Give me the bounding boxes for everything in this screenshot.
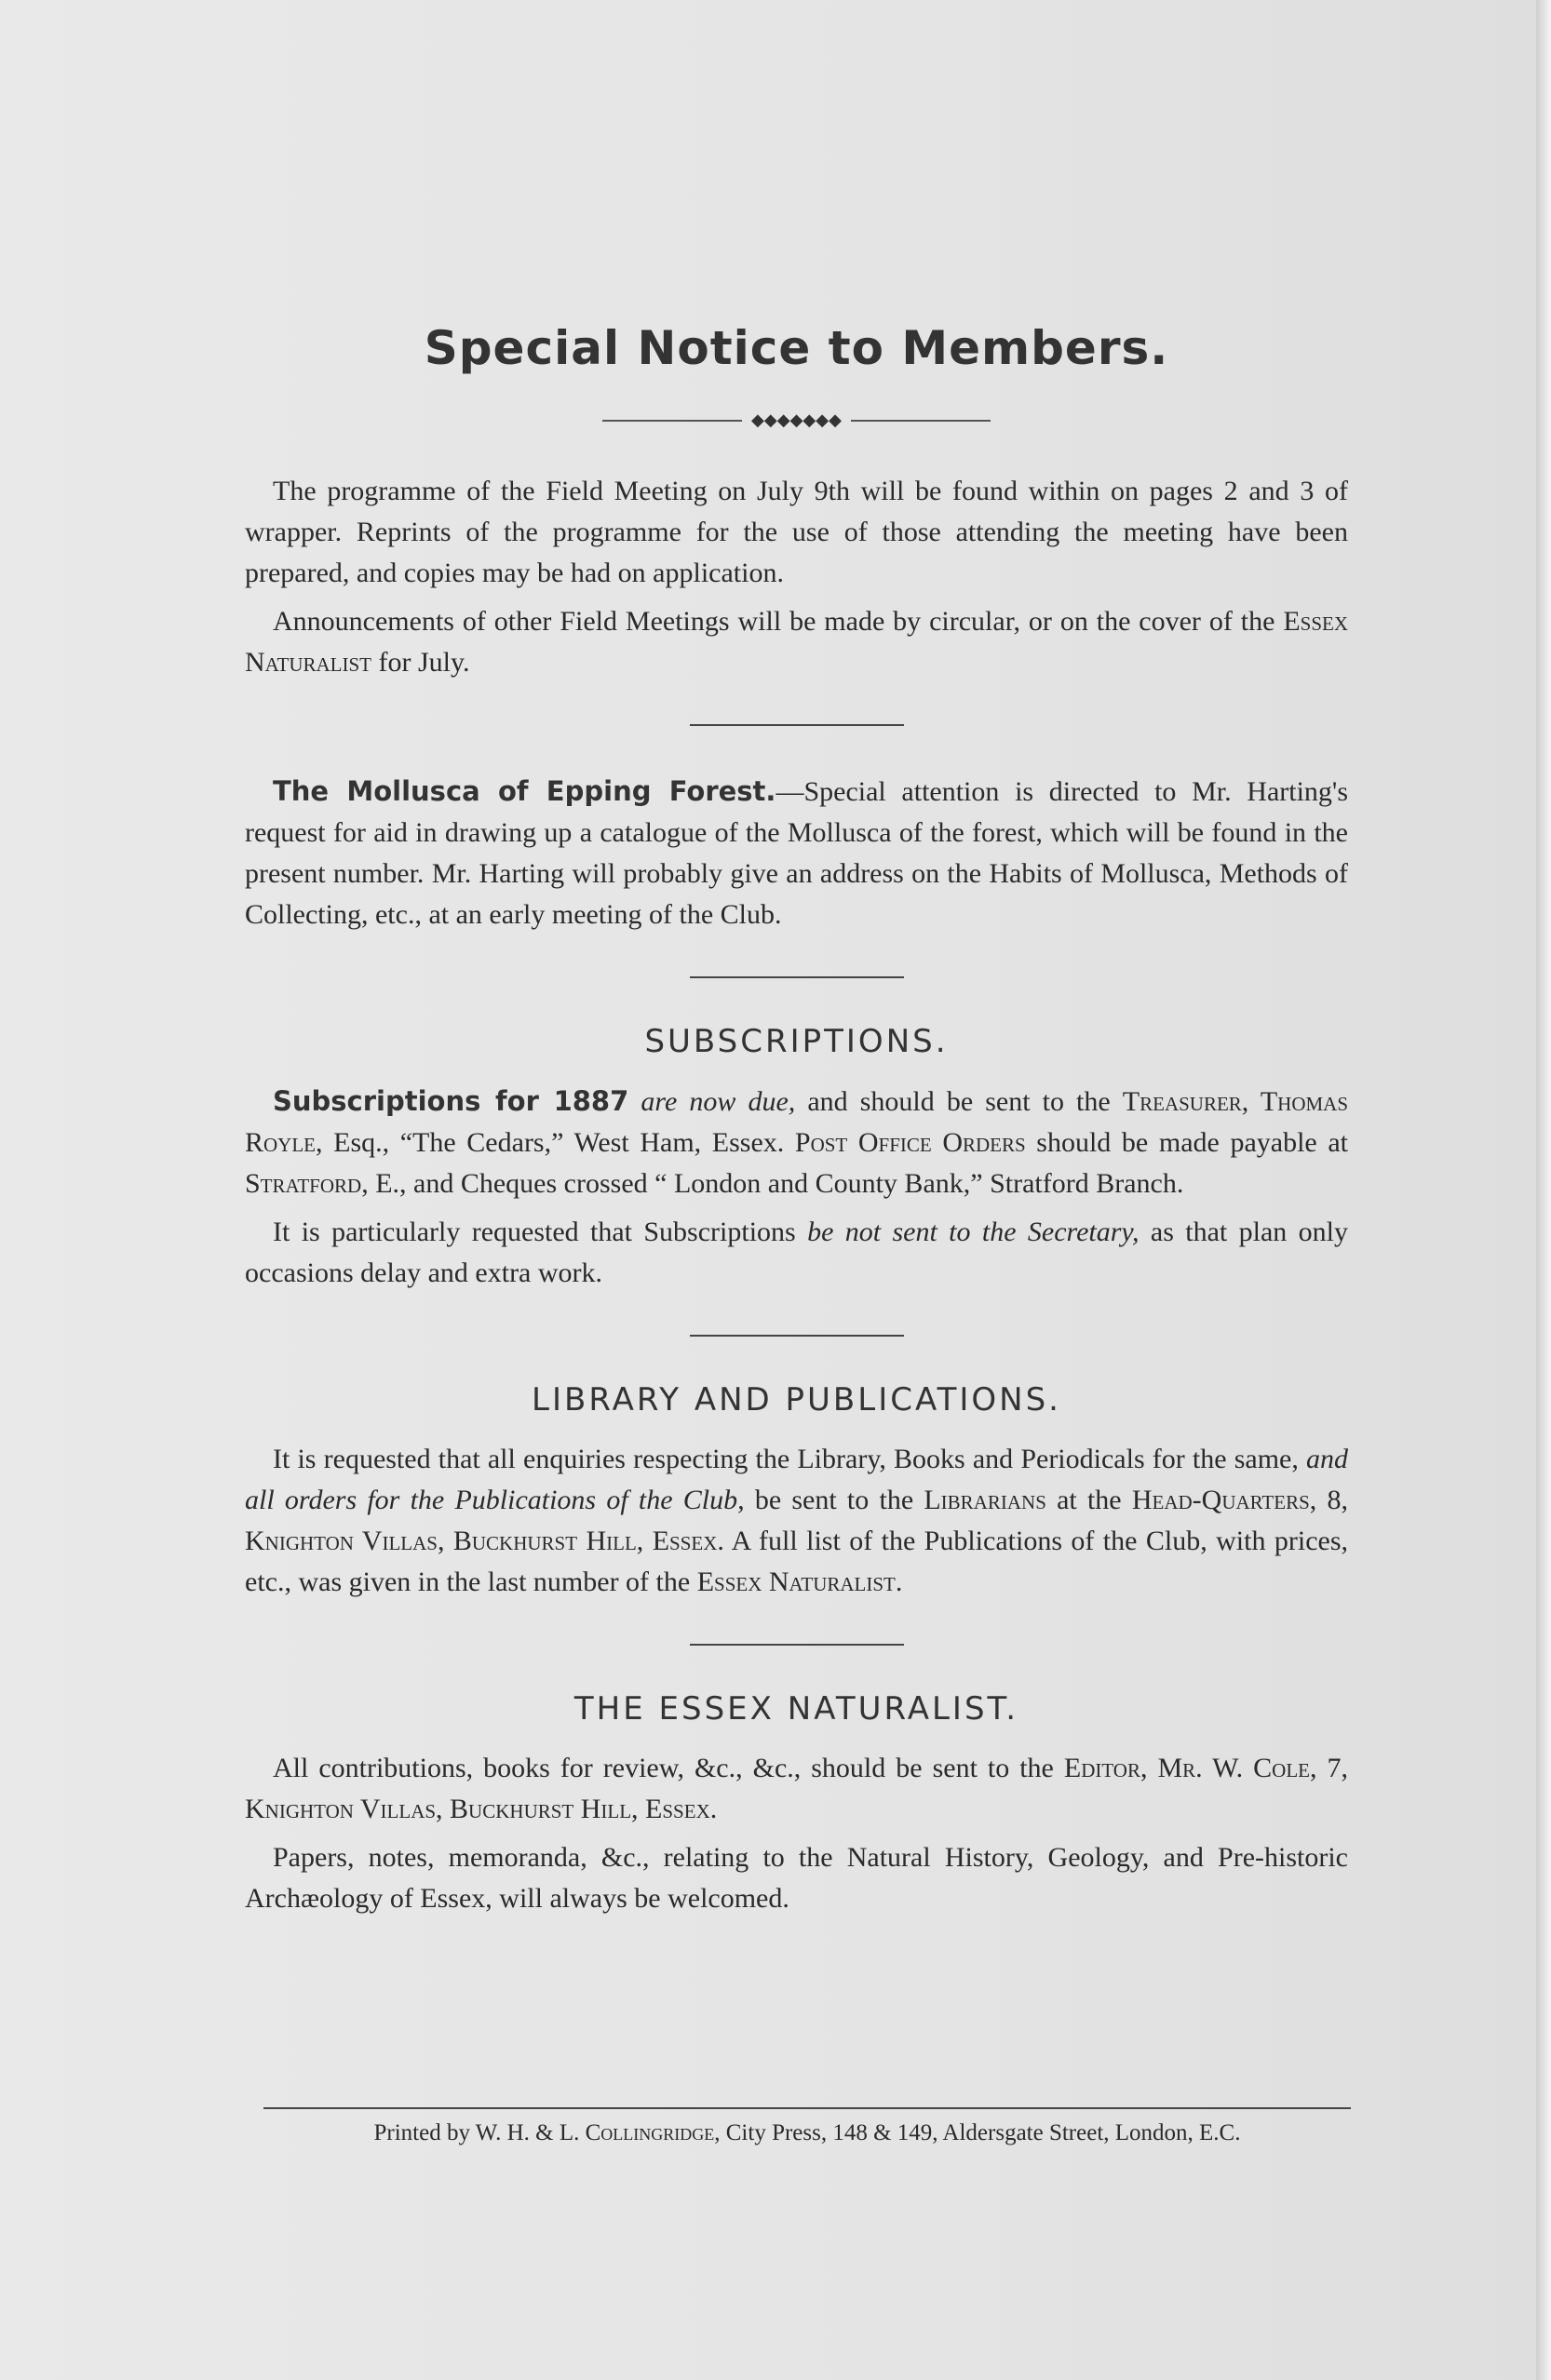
announcements-text-1: Announcements of other Field Meetings will be made by circular, or on the cover of the xyxy=(273,606,1284,637)
printer-imprint xyxy=(263,2120,1351,2146)
page-edge xyxy=(1536,0,1551,2380)
subscriptions-due: are now due, xyxy=(641,1086,796,1117)
request-italic: be not sent to the Secretary, xyxy=(807,1217,1140,1247)
printer-footer xyxy=(263,2107,1351,2146)
imprint-text-1: Printed by W. H. & L. xyxy=(373,2120,586,2145)
section-divider xyxy=(690,724,904,726)
subscriptions-text-4: E., and Cheques crossed “ London and County Bank,” Stratford Branch. xyxy=(368,1168,1184,1199)
post-office-orders: Post Office Orders xyxy=(794,1127,1026,1158)
headquarters-address: Head-Quarters, 8, Knighton Villas, Buckhurst Hill, Essex. xyxy=(245,1485,1348,1556)
library-text-1: It is requested that all enquiries respecting the Library, Books and Periodicals for the same, xyxy=(273,1444,1306,1474)
contributions-paragraph xyxy=(245,1748,1348,1830)
ornament-line-left xyxy=(602,420,742,422)
subscriptions-paragraph xyxy=(245,1081,1348,1204)
notice-column xyxy=(245,321,1348,1919)
footer-rule xyxy=(263,2107,1351,2109)
subscriptions-request-paragraph xyxy=(245,1212,1348,1294)
naturalist-heading: THE ESSEX NATURALIST. xyxy=(573,1690,1019,1728)
library-text-3: at the xyxy=(1045,1485,1132,1515)
section-divider xyxy=(690,1644,904,1646)
ornament-line-right xyxy=(851,420,991,422)
editor-address: Editor, Mr. W. Cole, 7, Knighton Villas, Buckhurst Hill, Essex. xyxy=(245,1753,1348,1824)
request-text-2: as that plan only occasions delay and extra work. xyxy=(245,1217,1348,1288)
page-title: Special Notice to Members. xyxy=(424,321,1169,375)
stratford-ref: Stratford, xyxy=(245,1168,369,1199)
library-italic: and all orders for the Publications of the Club, xyxy=(245,1444,1348,1515)
diamond-ornament-icon: ◆◆◆◆◆◆◆ xyxy=(751,410,842,430)
request-text-1: It is particularly requested that Subscriptions xyxy=(273,1217,808,1247)
mollusca-paragraph xyxy=(245,771,1348,935)
library-heading: LIBRARY AND PUBLICATIONS. xyxy=(532,1381,1061,1419)
title-ornament xyxy=(245,410,1348,430)
essex-naturalist-ref: Essex Naturalist. xyxy=(696,1566,903,1597)
imprint-text-2: City Press, 148 & 149, Aldersgate Street, London, E.C. xyxy=(720,2120,1241,2145)
announcements-paragraph xyxy=(245,601,1348,683)
mollusca-text: —Special attention is directed to Mr. Harting's request for aid in drawing up a catalogue of the Mollusca of the forest, which will be found in the present number. Mr. Harting will probably give an address on the Habits of Mollusca, Methods of Collecting, etc., at an early meeting of the Club. xyxy=(245,776,1348,930)
section-divider xyxy=(690,976,904,978)
library-text-4: A full list of the Publications of the Club, with prices, etc., was given in the last number of the xyxy=(245,1526,1348,1597)
announcements-text-2: for July. xyxy=(371,647,470,678)
subscriptions-heading: SUBSCRIPTIONS. xyxy=(644,1023,949,1060)
subscriptions-lead: Subscriptions for 1887 xyxy=(273,1085,629,1117)
printer-name: Collingridge, xyxy=(585,2120,721,2145)
library-paragraph xyxy=(245,1439,1348,1603)
subscriptions-text-2: Esq., “The Cedars,” West Ham, Essex. xyxy=(322,1127,795,1158)
library-text-2: be sent to the xyxy=(744,1485,924,1515)
subscriptions-text-3: should be made payable at xyxy=(1025,1127,1348,1158)
mollusca-lead: The Mollusca of Epping Forest. xyxy=(273,775,776,807)
librarians-ref: Librarians xyxy=(924,1485,1046,1515)
essex-naturalist-ref: Essex Naturalist xyxy=(245,606,1348,678)
contributions-text: All contributions, books for review, &c., &c., should be sent to the xyxy=(273,1753,1064,1783)
papers-paragraph: Papers, notes, memoranda, &c., relating to the Natural History, Geology, and Pre-historic Archæology of Essex, will always be welcomed. xyxy=(245,1842,1348,1914)
section-divider xyxy=(690,1335,904,1337)
treasurer-name: Treasurer, Thomas Royle, xyxy=(245,1086,1349,1158)
field-meeting-paragraph: The programme of the Field Meeting on July 9th will be found within on pages 2 and 3 of wrapper. Reprints of the programme for the use of those attending the meeting have been prepared, and copies may be had on application. xyxy=(245,476,1348,588)
subscriptions-text-1: and should be sent to the xyxy=(795,1086,1123,1117)
